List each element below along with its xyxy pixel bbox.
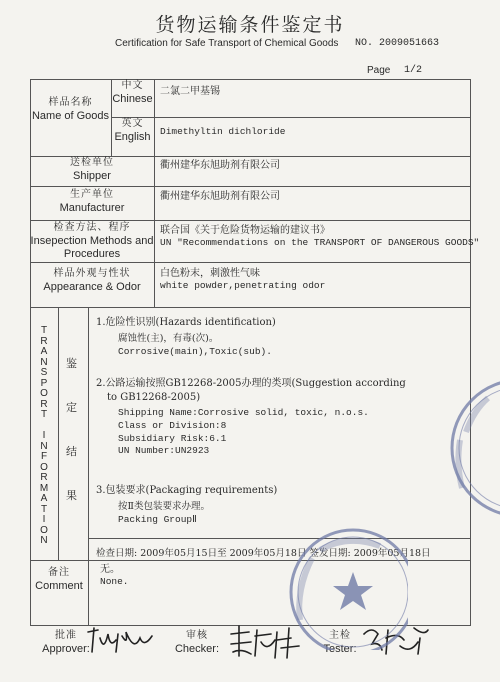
vertical-char: 果 bbox=[66, 489, 77, 502]
vertical-letter: M bbox=[39, 482, 49, 494]
vertical-letter: R bbox=[40, 335, 48, 347]
table-border-top bbox=[30, 79, 471, 80]
inspection-methods-value: 联合国《关于危险货物运输的建议书》 UN "Recommendations on the TRANSPORT OF DANGEROUS GOODS" bbox=[160, 225, 480, 248]
vertical-letter: T bbox=[40, 503, 48, 515]
approver-label: 批准 Approver: bbox=[42, 630, 90, 655]
vertical-char: 定 bbox=[66, 401, 77, 414]
english-name-label: 英文 English bbox=[114, 118, 151, 143]
transport-information-vertical-label bbox=[37, 325, 51, 546]
document-title-en: Certification for Safe Transport of Chemical Goods bbox=[115, 38, 339, 49]
column-divider bbox=[58, 307, 59, 560]
row-divider bbox=[30, 186, 471, 187]
vertical-letter: P bbox=[40, 377, 48, 389]
english-name-value: Dimethyltin dichloride bbox=[160, 126, 286, 137]
hazards-section-body: 腐蚀性(主)，有毒(次)。 Corrosive(main),Toxic(sub). bbox=[118, 333, 272, 357]
checker-label: 审核 Checker: bbox=[174, 630, 220, 655]
row-divider bbox=[30, 220, 471, 221]
vertical-char: 结 bbox=[66, 445, 77, 458]
hazards-section-title: 1.危险性识别(Hazards identification) bbox=[96, 317, 276, 328]
row-divider bbox=[111, 117, 471, 118]
column-divider bbox=[154, 79, 155, 307]
shipper-label: 送检单位 Shipper bbox=[70, 157, 114, 182]
official-stamp-right bbox=[440, 368, 500, 528]
inspection-methods-label: 检查方法、程序 Insepection Methods and Procedures bbox=[30, 222, 154, 261]
vertical-letter: N bbox=[40, 440, 48, 452]
manufacturer-label: 生产单位 Manufacturer bbox=[59, 189, 125, 214]
vertical-letter: T bbox=[40, 325, 48, 336]
packaging-section-title: 3.包装要求(Packaging requirements) bbox=[96, 485, 278, 496]
inspection-dates: 检查日期: 2009年05月15日至 2009年05月18日 签发日期: 2009年05月18日 bbox=[96, 548, 431, 559]
vertical-letter: O bbox=[40, 524, 48, 536]
vertical-letter: N bbox=[40, 356, 48, 368]
vertical-letter: R bbox=[40, 398, 48, 410]
chinese-name-label: 中文 Chinese bbox=[112, 80, 153, 105]
page-number: 1/2 bbox=[404, 65, 423, 76]
row-divider bbox=[30, 307, 471, 308]
road-transport-section-body: Shipping Name:Corrosive solid, toxic, n.o.s. Class or Division:8 Subsidiary Risk:6.1 UN Number:UN2923 bbox=[118, 407, 369, 457]
comment-label: 备注 Comment bbox=[35, 567, 83, 592]
vertical-letter bbox=[37, 420, 51, 431]
vertical-letter: I bbox=[42, 430, 46, 441]
chinese-name-value: 二氯二甲基锡 bbox=[160, 86, 220, 97]
sample-name-label: 样品名称 Name of Goods bbox=[31, 97, 110, 122]
official-stamp-bottom bbox=[268, 520, 408, 650]
document-number: NO. 2009051663 bbox=[355, 38, 440, 49]
road-transport-section-title: 2.公路运输按照GB12268-2005办理的类项(Suggestion according to GB12268-2005) bbox=[96, 378, 406, 403]
vertical-letter: A bbox=[40, 493, 48, 504]
comment-value: 无。 None. bbox=[100, 564, 129, 587]
tester-label: 主检 Tester: bbox=[323, 630, 357, 655]
appearance-label: 样品外观与性状 Appearance & Odor bbox=[43, 268, 141, 293]
vertical-letter: R bbox=[40, 472, 48, 483]
vertical-char: 鉴 bbox=[66, 357, 77, 370]
vertical-letter: T bbox=[40, 409, 48, 420]
appearance-value: 白色粉末，刺激性气味 white powder,penetrating odor bbox=[160, 268, 326, 291]
vertical-letter: A bbox=[40, 346, 48, 357]
vertical-letter: O bbox=[40, 461, 48, 473]
row-divider bbox=[30, 262, 471, 263]
approver-signature bbox=[82, 622, 162, 660]
packaging-section-body: 按Ⅱ类包装要求办理。 Packing GroupⅡ bbox=[118, 501, 210, 525]
vertical-letter: S bbox=[40, 367, 48, 378]
vertical-letter: O bbox=[40, 388, 48, 399]
table-border-right bbox=[470, 79, 471, 625]
manufacturer-value: 衢州建华东旭助剂有限公司 bbox=[160, 191, 280, 202]
document-title-cn: 货物运输条件鉴定书 bbox=[155, 14, 345, 36]
column-divider bbox=[88, 307, 89, 625]
shipper-value: 衢州建华东旭助剂有限公司 bbox=[160, 160, 280, 171]
vertical-letter: F bbox=[40, 451, 48, 462]
identification-result-vertical-label bbox=[66, 355, 77, 531]
vertical-letter: I bbox=[42, 514, 46, 525]
page-label: Page bbox=[367, 65, 391, 76]
vertical-letter: N bbox=[40, 535, 48, 546]
